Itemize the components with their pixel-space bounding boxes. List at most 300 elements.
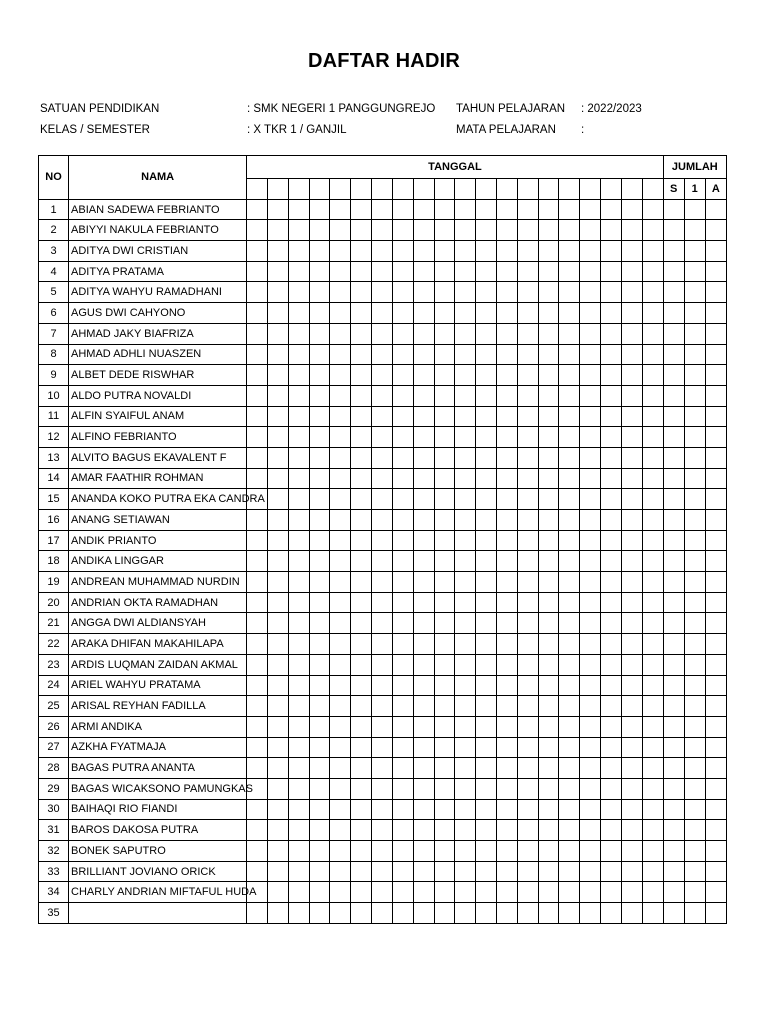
attendance-cell: [601, 592, 622, 613]
attendance-cell: [621, 634, 642, 655]
attendance-cell: [684, 220, 705, 241]
attendance-cell: [309, 758, 330, 779]
attendance-cell: [247, 282, 268, 303]
attendance-cell: [392, 510, 413, 531]
attendance-cell: [580, 199, 601, 220]
attendance-cell: [413, 344, 434, 365]
attendance-cell: [476, 303, 497, 324]
attendance-cell: [392, 572, 413, 593]
attendance-cell: [372, 447, 393, 468]
attendance-cell: [621, 903, 642, 924]
student-name: CHARLY ANDRIAN MIFTAFUL HUDA: [69, 882, 247, 903]
attendance-cell: [455, 613, 476, 634]
attendance-cell: [705, 778, 726, 799]
attendance-cell: [455, 406, 476, 427]
attendance-cell: [601, 551, 622, 572]
attendance-cell: [268, 530, 289, 551]
attendance-cell: [476, 241, 497, 262]
attendance-cell: [663, 799, 684, 820]
attendance-cell: [268, 696, 289, 717]
attendance-cell: [434, 510, 455, 531]
attendance-cell: [580, 778, 601, 799]
attendance-cell: [642, 385, 663, 406]
attendance-cell: [642, 220, 663, 241]
attendance-cell: [351, 592, 372, 613]
attendance-cell: [642, 572, 663, 593]
attendance-cell: [517, 634, 538, 655]
attendance-cell: [684, 261, 705, 282]
attendance-cell: [601, 841, 622, 862]
attendance-cell: [601, 427, 622, 448]
table-row: [39, 841, 727, 862]
attendance-cell: [476, 344, 497, 365]
attendance-cell: [684, 282, 705, 303]
attendance-cell: [642, 427, 663, 448]
attendance-cell: [496, 551, 517, 572]
attendance-cell: [309, 241, 330, 262]
attendance-cell: [309, 385, 330, 406]
attendance-cell: [372, 841, 393, 862]
attendance-cell: [601, 903, 622, 924]
attendance-cell: [684, 406, 705, 427]
attendance-cell: [621, 758, 642, 779]
attendance-cell: [247, 510, 268, 531]
attendance-cell: [517, 261, 538, 282]
attendance-cell: [476, 778, 497, 799]
attendance-cell: [621, 427, 642, 448]
attendance-cell: [621, 799, 642, 820]
attendance-cell: [372, 220, 393, 241]
attendance-cell: [538, 696, 559, 717]
attendance-cell: [496, 841, 517, 862]
attendance-cell: [517, 737, 538, 758]
attendance-cell: [309, 447, 330, 468]
attendance-cell: [705, 861, 726, 882]
attendance-cell: [642, 303, 663, 324]
attendance-cell: [601, 447, 622, 468]
table-row: [39, 737, 727, 758]
attendance-cell: [538, 634, 559, 655]
student-name: ANDREAN MUHAMMAD NURDIN: [69, 572, 247, 593]
attendance-cell: [288, 882, 309, 903]
attendance-cell: [372, 758, 393, 779]
date-header-cell: [351, 179, 372, 200]
table-row: [39, 634, 727, 655]
attendance-cell: [621, 468, 642, 489]
attendance-cell: [392, 778, 413, 799]
row-number: 1: [39, 199, 69, 220]
attendance-cell: [247, 799, 268, 820]
attendance-cell: [496, 385, 517, 406]
attendance-table: [38, 155, 727, 924]
attendance-cell: [496, 758, 517, 779]
attendance-cell: [288, 572, 309, 593]
attendance-cell: [392, 592, 413, 613]
attendance-cell: [330, 613, 351, 634]
attendance-cell: [392, 882, 413, 903]
tahun-value: : 2022/2023: [581, 103, 642, 115]
attendance-cell: [705, 882, 726, 903]
attendance-cell: [642, 406, 663, 427]
attendance-cell: [559, 654, 580, 675]
attendance-cell: [476, 758, 497, 779]
attendance-cell: [663, 634, 684, 655]
attendance-cell: [476, 613, 497, 634]
row-number: 2: [39, 220, 69, 241]
attendance-cell: [496, 468, 517, 489]
attendance-cell: [434, 427, 455, 448]
table-row: [39, 344, 727, 365]
attendance-cell: [496, 365, 517, 386]
attendance-cell: [684, 385, 705, 406]
attendance-cell: [330, 758, 351, 779]
attendance-cell: [330, 447, 351, 468]
attendance-cell: [642, 592, 663, 613]
attendance-cell: [684, 758, 705, 779]
row-number: 24: [39, 675, 69, 696]
attendance-cell: [517, 530, 538, 551]
table-row: [39, 675, 727, 696]
attendance-cell: [330, 510, 351, 531]
attendance-cell: [434, 282, 455, 303]
attendance-cell: [705, 551, 726, 572]
attendance-cell: [351, 261, 372, 282]
table-row: [39, 613, 727, 634]
attendance-cell: [496, 303, 517, 324]
row-number: 29: [39, 778, 69, 799]
student-name: BAROS DAKOSA PUTRA: [69, 820, 247, 841]
attendance-cell: [663, 344, 684, 365]
attendance-cell: [351, 572, 372, 593]
attendance-cell: [496, 427, 517, 448]
attendance-cell: [268, 654, 289, 675]
attendance-cell: [580, 572, 601, 593]
attendance-cell: [642, 716, 663, 737]
attendance-cell: [455, 572, 476, 593]
attendance-cell: [413, 282, 434, 303]
attendance-cell: [455, 716, 476, 737]
attendance-cell: [455, 220, 476, 241]
attendance-cell: [663, 613, 684, 634]
table-row: [39, 261, 727, 282]
attendance-cell: [476, 489, 497, 510]
header-nama: NAMA: [69, 156, 247, 200]
date-header-cell: [309, 179, 330, 200]
attendance-cell: [684, 841, 705, 862]
attendance-cell: [476, 799, 497, 820]
attendance-cell: [496, 220, 517, 241]
attendance-cell: [476, 261, 497, 282]
attendance-cell: [476, 447, 497, 468]
attendance-cell: [455, 634, 476, 655]
attendance-cell: [330, 199, 351, 220]
attendance-cell: [580, 882, 601, 903]
jumlah-sub-1: 1: [684, 179, 705, 200]
attendance-cell: [663, 406, 684, 427]
attendance-cell: [517, 613, 538, 634]
attendance-cell: [705, 385, 726, 406]
attendance-cell: [392, 841, 413, 862]
attendance-cell: [372, 820, 393, 841]
date-header-cell: [601, 179, 622, 200]
attendance-cell: [434, 468, 455, 489]
attendance-cell: [559, 903, 580, 924]
attendance-cell: [247, 737, 268, 758]
attendance-cell: [684, 634, 705, 655]
attendance-cell: [642, 758, 663, 779]
table-row: [39, 696, 727, 717]
attendance-cell: [268, 778, 289, 799]
attendance-cell: [392, 489, 413, 510]
attendance-cell: [621, 282, 642, 303]
attendance-cell: [309, 468, 330, 489]
table-row: [39, 551, 727, 572]
attendance-cell: [351, 241, 372, 262]
attendance-cell: [392, 344, 413, 365]
attendance-cell: [351, 510, 372, 531]
date-header-cell: [621, 179, 642, 200]
attendance-cell: [413, 303, 434, 324]
attendance-cell: [580, 385, 601, 406]
attendance-cell: [455, 510, 476, 531]
attendance-cell: [663, 716, 684, 737]
attendance-cell: [642, 241, 663, 262]
attendance-cell: [247, 199, 268, 220]
row-number: 34: [39, 882, 69, 903]
attendance-cell: [455, 530, 476, 551]
attendance-cell: [309, 737, 330, 758]
attendance-cell: [559, 406, 580, 427]
attendance-cell: [455, 427, 476, 448]
attendance-cell: [413, 406, 434, 427]
attendance-cell: [330, 634, 351, 655]
attendance-cell: [663, 510, 684, 531]
attendance-cell: [538, 882, 559, 903]
attendance-cell: [372, 282, 393, 303]
attendance-cell: [392, 385, 413, 406]
attendance-cell: [559, 344, 580, 365]
attendance-cell: [663, 758, 684, 779]
date-header-cell: [476, 179, 497, 200]
page-title: DAFTAR HADIR: [307, 50, 460, 72]
attendance-cell: [434, 737, 455, 758]
attendance-cell: [434, 241, 455, 262]
attendance-cell: [392, 696, 413, 717]
attendance-cell: [434, 323, 455, 344]
attendance-cell: [684, 675, 705, 696]
student-name: AHMAD JAKY BIAFRIZA: [69, 323, 247, 344]
student-name: ANANDA KOKO PUTRA EKA CANDRA: [69, 489, 247, 510]
attendance-cell: [330, 323, 351, 344]
attendance-cell: [247, 634, 268, 655]
attendance-cell: [330, 820, 351, 841]
attendance-cell: [351, 220, 372, 241]
attendance-cell: [351, 778, 372, 799]
attendance-cell: [434, 654, 455, 675]
attendance-cell: [288, 778, 309, 799]
attendance-cell: [455, 778, 476, 799]
attendance-cell: [434, 861, 455, 882]
attendance-cell: [413, 220, 434, 241]
attendance-cell: [309, 510, 330, 531]
date-header-cell: [455, 179, 476, 200]
attendance-cell: [247, 385, 268, 406]
table-row: [39, 447, 727, 468]
attendance-cell: [434, 199, 455, 220]
attendance-cell: [684, 510, 705, 531]
attendance-cell: [705, 841, 726, 862]
row-number: 28: [39, 758, 69, 779]
attendance-cell: [517, 241, 538, 262]
attendance-cell: [455, 696, 476, 717]
attendance-cell: [351, 323, 372, 344]
attendance-cell: [476, 592, 497, 613]
attendance-cell: [268, 385, 289, 406]
attendance-cell: [538, 344, 559, 365]
attendance-cell: [642, 323, 663, 344]
attendance-cell: [684, 799, 705, 820]
attendance-cell: [372, 799, 393, 820]
attendance-cell: [309, 323, 330, 344]
attendance-cell: [309, 303, 330, 324]
attendance-cell: [247, 427, 268, 448]
attendance-cell: [413, 427, 434, 448]
student-name: ANGGA DWI ALDIANSYAH: [69, 613, 247, 634]
attendance-cell: [496, 654, 517, 675]
attendance-cell: [580, 820, 601, 841]
attendance-cell: [372, 675, 393, 696]
attendance-cell: [684, 344, 705, 365]
attendance-cell: [663, 675, 684, 696]
attendance-cell: [434, 903, 455, 924]
attendance-cell: [538, 903, 559, 924]
attendance-cell: [621, 220, 642, 241]
attendance-cell: [247, 303, 268, 324]
attendance-cell: [663, 427, 684, 448]
attendance-cell: [392, 758, 413, 779]
attendance-cell: [413, 447, 434, 468]
attendance-cell: [288, 303, 309, 324]
attendance-cell: [455, 323, 476, 344]
attendance-cell: [517, 303, 538, 324]
attendance-cell: [455, 447, 476, 468]
attendance-cell: [580, 241, 601, 262]
attendance-cell: [268, 572, 289, 593]
attendance-cell: [496, 903, 517, 924]
attendance-cell: [496, 613, 517, 634]
kelas-value: : X TKR 1 / GANJIL: [247, 124, 347, 136]
tahun-label: TAHUN PELAJARAN: [456, 103, 566, 115]
attendance-cell: [351, 799, 372, 820]
attendance-cell: [455, 820, 476, 841]
attendance-cell: [434, 303, 455, 324]
attendance-cell: [392, 634, 413, 655]
attendance-cell: [559, 282, 580, 303]
attendance-cell: [538, 551, 559, 572]
attendance-cell: [705, 530, 726, 551]
attendance-cell: [705, 654, 726, 675]
attendance-cell: [538, 799, 559, 820]
attendance-cell: [642, 778, 663, 799]
student-name: ANDIKA LINGGAR: [69, 551, 247, 572]
attendance-cell: [559, 799, 580, 820]
table-row: [39, 903, 727, 924]
attendance-cell: [434, 696, 455, 717]
table-row: [39, 592, 727, 613]
row-number: 5: [39, 282, 69, 303]
attendance-cell: [247, 716, 268, 737]
attendance-cell: [621, 841, 642, 862]
attendance-cell: [288, 510, 309, 531]
attendance-cell: [330, 861, 351, 882]
attendance-cell: [413, 530, 434, 551]
attendance-cell: [663, 696, 684, 717]
attendance-cell: [684, 427, 705, 448]
attendance-cell: [538, 572, 559, 593]
student-name: BRILLIANT JOVIANO ORICK: [69, 861, 247, 882]
attendance-cell: [247, 220, 268, 241]
attendance-cell: [580, 344, 601, 365]
attendance-cell: [330, 344, 351, 365]
row-number: 6: [39, 303, 69, 324]
attendance-cell: [601, 220, 622, 241]
attendance-cell: [538, 406, 559, 427]
attendance-cell: [455, 344, 476, 365]
attendance-cell: [268, 344, 289, 365]
attendance-cell: [330, 530, 351, 551]
attendance-cell: [351, 468, 372, 489]
attendance-cell: [455, 841, 476, 862]
attendance-cell: [517, 447, 538, 468]
attendance-cell: [372, 199, 393, 220]
attendance-cell: [351, 841, 372, 862]
attendance-cell: [621, 696, 642, 717]
attendance-cell: [663, 592, 684, 613]
attendance-cell: [268, 903, 289, 924]
attendance-cell: [517, 344, 538, 365]
attendance-cell: [642, 468, 663, 489]
attendance-cell: [372, 385, 393, 406]
attendance-cell: [288, 758, 309, 779]
attendance-cell: [538, 716, 559, 737]
row-number: 4: [39, 261, 69, 282]
attendance-cell: [247, 592, 268, 613]
attendance-cell: [309, 716, 330, 737]
attendance-cell: [455, 861, 476, 882]
attendance-cell: [330, 468, 351, 489]
attendance-cell: [559, 530, 580, 551]
attendance-cell: [476, 220, 497, 241]
row-number: 12: [39, 427, 69, 448]
attendance-cell: [392, 716, 413, 737]
student-name: ANDRIAN OKTA RAMADHAN: [69, 592, 247, 613]
attendance-cell: [621, 323, 642, 344]
table-row: [39, 530, 727, 551]
attendance-cell: [351, 758, 372, 779]
attendance-cell: [621, 510, 642, 531]
attendance-cell: [517, 489, 538, 510]
attendance-cell: [559, 468, 580, 489]
attendance-cell: [455, 282, 476, 303]
attendance-cell: [642, 447, 663, 468]
attendance-cell: [496, 882, 517, 903]
attendance-cell: [601, 716, 622, 737]
attendance-cell: [476, 903, 497, 924]
attendance-cell: [392, 427, 413, 448]
attendance-cell: [601, 385, 622, 406]
table-row: [39, 427, 727, 448]
row-number: 21: [39, 613, 69, 634]
